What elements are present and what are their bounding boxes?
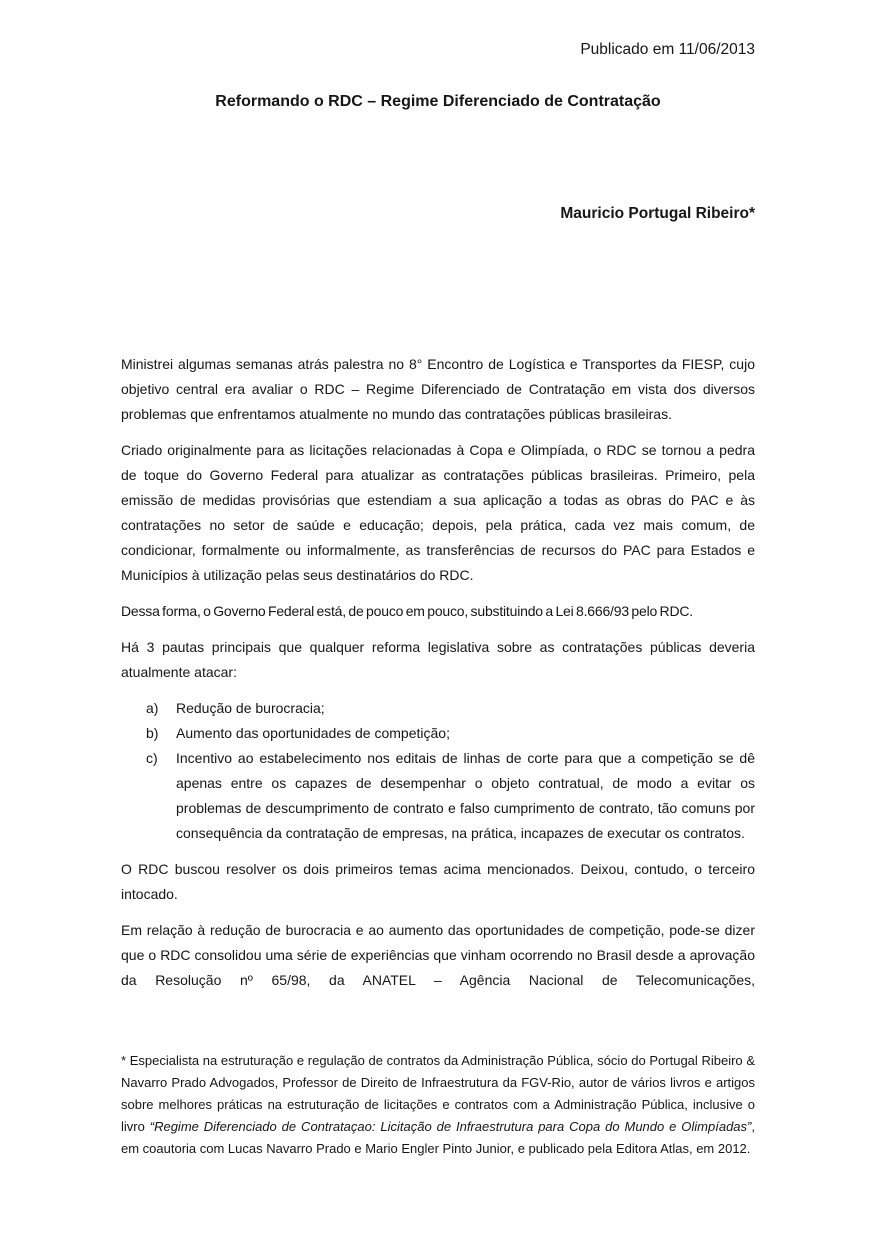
document-body [121, 352, 755, 1004]
paragraph-lei-8666: Dessa forma, o Governo Federal está, de pouco em pouco, substituindo a Lei 8.666/93 pelo RDC. [121, 603, 693, 619]
list-item-b [121, 721, 755, 746]
paragraph-intro: Ministrei algumas semanas atrás palestra no 8° Encontro de Logística e Transportes da FIESP, cujo objetivo central era avaliar o RDC – Regime Diferenciado de Contratação em vista dos diversos problemas que enfrentamos atualmente no mundo das contratações públicas brasileiras. [121, 356, 755, 422]
footnote-text-after: , em coautoria com Lucas Navarro Prado e Mario Engler Pinto Junior, e publicado pela Editora Atlas, em 2012. [121, 1119, 755, 1156]
paragraph-3-pautas: Há 3 pautas principais que qualquer reforma legislativa sobre as contratações públicas deveria atualmente atacar: [121, 639, 755, 680]
author-byline: Mauricio Portugal Ribeiro* [560, 205, 755, 222]
list-marker: a) [146, 700, 159, 716]
list-item-text: Incentivo ao estabelecimento nos editais de linhas de corte para que a competição se dê apenas entre os capazes de desempenhar o objeto contratual, de modo a evitar os problemas de descumprimento de contrato e falso cumprimento de contrato, tão comuns por consequência da contratação de empresas, na prática, incapazes de executar os contratos. [176, 750, 755, 841]
paragraph-rdc-origin: Criado originalmente para as licitações relacionadas à Copa e Olimpíada, o RDC se tornou a pedra de toque do Governo Federal para atualizar as contratações públicas brasileiras. Primeiro, pela emissão de medidas provisórias que estendiam a sua aplicação a todas as obras do PAC e às contratações no setor de saúde e educação; depois, pela prática, cada vez mais comum, de condicionar, formalmente ou informalmente, as transferências de recursos do PAC para Estados e Municípios à utilização pelas seus destinatários do RDC. [121, 442, 755, 583]
document-title: Reformando o RDC – Regime Diferenciado de Contratação [215, 93, 661, 110]
list-marker: b) [146, 725, 159, 741]
list-item-a [121, 696, 755, 721]
list-item-text: Redução de burocracia; [176, 700, 325, 716]
paragraph-anatel: Em relação à redução de burocracia e ao aumento das oportunidades de competição, pode-se dizer que o RDC consolidou uma série de experiências que vinham ocorrendo no Brasil desde a aprovação da Resolução nº 65/98, da ANATEL – Agência Nacional de Telecomunicações, [121, 922, 755, 988]
list-marker: c) [146, 750, 158, 766]
list-item-text: Aumento das oportunidades de competição; [176, 725, 450, 741]
alpha-list [121, 696, 755, 846]
published-date: Publicado em 11/06/2013 [580, 41, 755, 58]
list-item-c [121, 746, 755, 846]
footnote-book-title: “Regime Diferenciado de Contrataçao: Licitação de Infraestrutura para Copa do Mundo e Olimpíadas” [149, 1119, 752, 1134]
footnote [121, 1050, 755, 1160]
footnote-text-before: * Especialista na estruturação e regulação de contratos da Administração Pública, sócio do Portugal Ribeiro & Navarro Prado Advogados, Professor de Direito de Infraestrutura da FGV-Rio, autor de vários livros e artigos sobre melhores práticas na estruturação de licitações e contratos com a Administração Pública, inclusive o livro [121, 1053, 755, 1134]
paragraph-rdc-resolveu: O RDC buscou resolver os dois primeiros temas acima mencionados. Deixou, contudo, o terceiro intocado. [121, 861, 755, 902]
